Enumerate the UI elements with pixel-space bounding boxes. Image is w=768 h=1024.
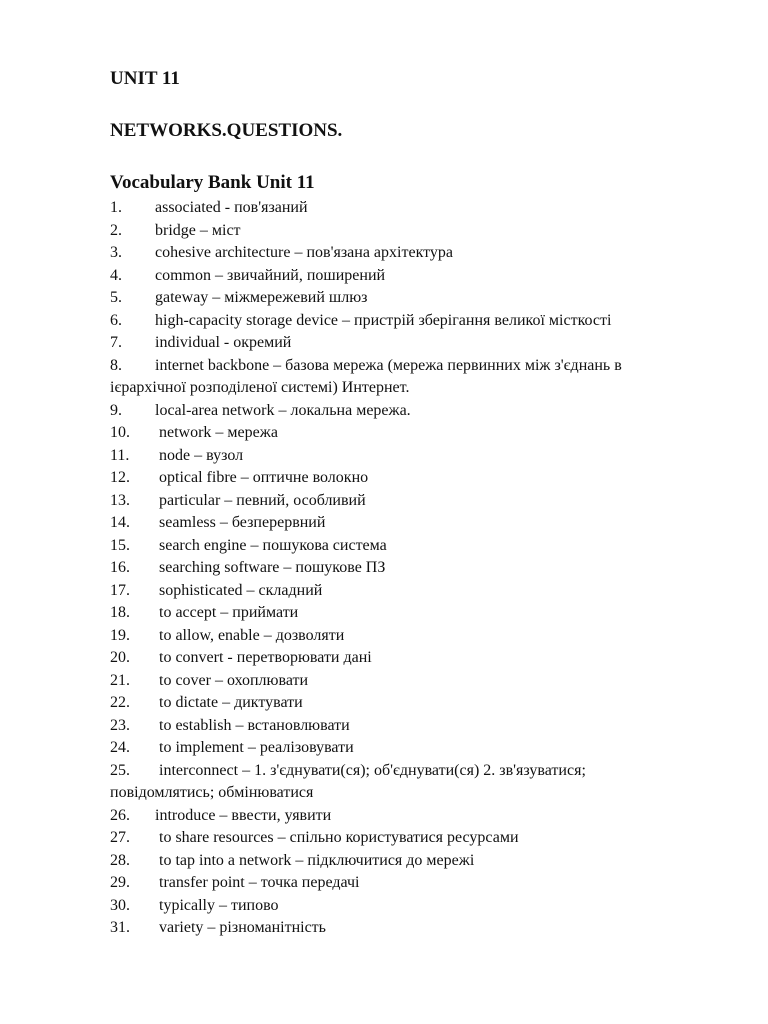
entry-number: 2. xyxy=(110,221,122,239)
entry-number: 30. xyxy=(110,896,130,914)
entry-text: individual - окремий xyxy=(155,334,292,351)
entry-text-continuation: повідомлятись; обмінюватися xyxy=(110,784,314,801)
entry-number: 29. xyxy=(110,874,130,891)
entry-number: 21. xyxy=(110,671,130,689)
entry-text: gateway – міжмережевий шлюз xyxy=(155,289,368,306)
entry-text: node – вузол xyxy=(159,446,244,464)
entry-text: to dictate – диктувати xyxy=(159,694,303,711)
entry-number: 3. xyxy=(110,244,122,261)
entry-text: to share resources – спільно користуватися ресурсами xyxy=(159,829,519,846)
vocab-entry xyxy=(110,220,710,243)
entry-text: to tap into a network – підключитися до мережі xyxy=(159,851,475,869)
section-title: NETWORKS.QUESTIONS. xyxy=(110,120,343,141)
entry-text: introduce – ввести, уявити xyxy=(155,806,332,824)
vocab-entry xyxy=(110,422,710,445)
entry-text: sophisticated – складний xyxy=(159,581,323,599)
entry-text: to allow, enable – дозволяти xyxy=(159,626,345,644)
vocab-entry xyxy=(110,197,710,220)
vocab-entry xyxy=(110,692,710,715)
entry-number: 23. xyxy=(110,716,130,734)
entry-number: 20. xyxy=(110,649,130,666)
entry-text: interconnect – 1. з'єднувати(ся); об'єднувати(ся) 2. зв'язуватися; xyxy=(159,761,586,779)
vocab-entry xyxy=(110,872,710,895)
entry-text: associated - пов'язаний xyxy=(155,199,308,216)
entry-text: typically – типово xyxy=(159,896,279,914)
entry-text: to accept – приймати xyxy=(159,604,299,621)
vocab-entry xyxy=(110,467,710,490)
vocab-entry xyxy=(110,332,710,355)
entry-number: 16. xyxy=(110,559,130,576)
entry-text: to implement – реалізовувати xyxy=(159,739,354,756)
vocabulary-title: Vocabulary Bank Unit 11 xyxy=(110,172,315,193)
entry-number: 14. xyxy=(110,514,130,531)
vocab-entry xyxy=(110,287,710,310)
vocab-entry xyxy=(110,602,710,625)
entry-number: 10. xyxy=(110,424,130,441)
entry-number: 17. xyxy=(110,581,130,599)
entry-text: high-capacity storage device – пристрій зберігання великої місткості xyxy=(155,311,612,329)
vocab-entry xyxy=(110,355,710,378)
vocab-entry xyxy=(110,242,710,265)
vocab-entry xyxy=(110,580,710,603)
vocabulary-list xyxy=(110,197,710,940)
vocab-entry xyxy=(110,670,710,693)
vocab-entry xyxy=(110,895,710,918)
vocab-entry xyxy=(110,445,710,468)
vocab-entry xyxy=(110,850,710,873)
entry-number: 18. xyxy=(110,604,130,621)
entry-number: 4. xyxy=(110,266,122,284)
vocab-entry xyxy=(110,535,710,558)
entry-text: to cover – охоплювати xyxy=(159,671,309,689)
entry-number: 12. xyxy=(110,469,130,486)
entry-text: internet backbone – базова мережа (мережа первинних між з'єднань в xyxy=(155,356,622,374)
entry-text: searching software – пошукове ПЗ xyxy=(159,559,386,576)
vocab-entry xyxy=(110,400,710,423)
entry-text: local-area network – локальна мережа. xyxy=(155,401,411,419)
entry-number: 31. xyxy=(110,919,130,936)
entry-text: seamless – безперервний xyxy=(159,514,326,531)
vocab-entry xyxy=(110,715,710,738)
entry-number: 1. xyxy=(110,199,122,216)
entry-number: 26. xyxy=(110,806,130,824)
entry-text: to convert - перетворювати дані xyxy=(159,649,372,666)
vocab-entry xyxy=(110,827,710,850)
entry-number: 27. xyxy=(110,829,130,846)
entry-text: particular – певний, особливий xyxy=(159,491,366,509)
vocab-entry xyxy=(110,490,710,513)
entry-number: 13. xyxy=(110,491,130,509)
entry-text: optical fibre – оптичне волокно xyxy=(159,469,369,486)
entry-number: 11. xyxy=(110,446,130,464)
entry-text: to establish – встановлювати xyxy=(159,716,350,734)
vocab-entry xyxy=(110,557,710,580)
vocab-entry xyxy=(110,805,710,828)
entry-number: 7. xyxy=(110,334,122,351)
entry-number: 19. xyxy=(110,626,130,644)
entry-text: variety – різноманітність xyxy=(159,919,326,936)
vocab-entry xyxy=(110,760,710,783)
unit-title: UNIT 11 xyxy=(110,68,180,89)
entry-number: 15. xyxy=(110,536,130,554)
vocab-entry xyxy=(110,917,710,940)
entry-number: 9. xyxy=(110,401,122,419)
entry-text: transfer point – точка передачі xyxy=(159,874,360,891)
entry-text: search engine – пошукова система xyxy=(159,536,387,554)
entry-text: network – мережа xyxy=(159,424,278,441)
entry-number: 8. xyxy=(110,356,122,374)
entry-number: 5. xyxy=(110,289,122,306)
entry-text-continuation: ієрархічної розподіленої системі) Интернет. xyxy=(110,379,410,396)
entry-number: 22. xyxy=(110,694,130,711)
entry-text: common – звичайний, поширений xyxy=(155,266,386,284)
entry-number: 6. xyxy=(110,311,122,329)
entry-text: bridge – міст xyxy=(155,221,241,239)
vocab-entry xyxy=(110,265,710,288)
entry-text: cohesive architecture – пов'язана архітектура xyxy=(155,244,454,261)
entry-number: 25. xyxy=(110,761,130,779)
vocab-entry xyxy=(110,625,710,648)
vocab-entry xyxy=(110,647,710,670)
vocab-entry xyxy=(110,737,710,760)
entry-number: 24. xyxy=(110,739,130,756)
vocab-entry xyxy=(110,310,710,333)
vocab-entry xyxy=(110,512,710,535)
entry-number: 28. xyxy=(110,851,130,869)
